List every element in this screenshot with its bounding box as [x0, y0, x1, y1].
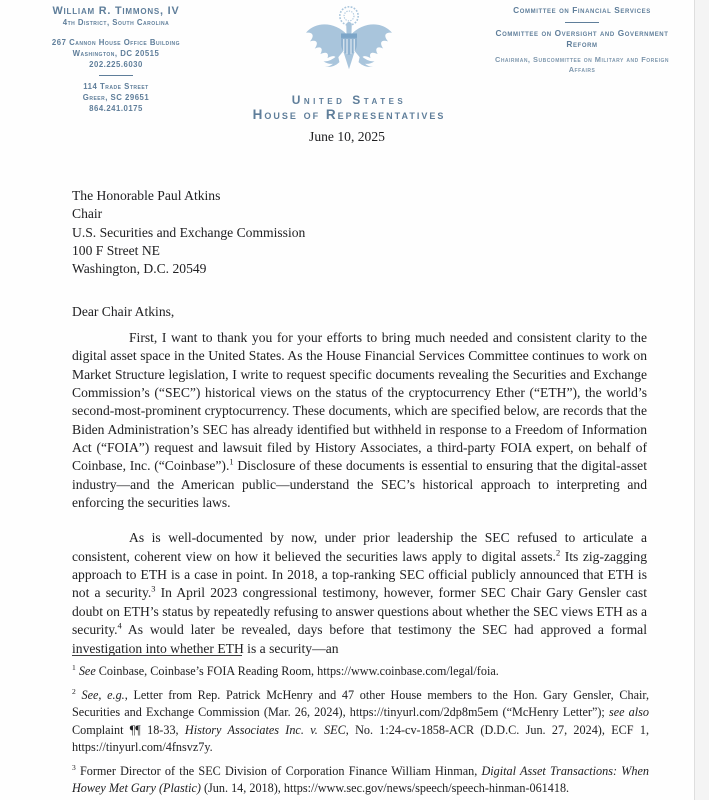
scan-edge-line: [694, 0, 695, 800]
body-paragraph: As is well-documented by now, under prior leadership the SEC refused to articulate a consistent, coherent view on how it believed the securities laws apply to digital assets.$^2$ Its zig-zagging approach to ETH is a case in point. In 2018, a top-ranking SEC official publicly announced that ETH is not a security.$^3$ In April 2023 congressional testimony, however, former SEC Chair Gary Gensler cast doubt on ETH’s status by repeatedly refusing to answer questions about whether the SEC views ETH as a security.$^4$ As would later be revealed, days before that testimony the SEC had approved a formal investigation into whether ETH is a security—an: [72, 530, 648, 656]
committee-financial-services: Committee on Financial Services: [513, 5, 651, 15]
letterhead-committees-block: [468, 5, 696, 76]
sender-district-office-phone: 864.241.0175: [89, 104, 143, 113]
recipient-address-block: [72, 187, 305, 278]
recipient-address-line: Washington, D.C. 20549: [72, 261, 207, 277]
footnote: $^2$ See, e.g., Letter from Rep. Patrick McHenry and 47 other House members to the Hon. Gary Gensler, Chair, Securities and Exchange Commission (Mar. 26, 2024), https://tinyurl.com/2dp8m5em (“McHenry Letter”); see also Complaint ¶¶ 18-33, History Associates Inc. v. SEC, No. 1:24-cv-1858-ACR (D.D.C. Jun. 27, 2024), ECF 1, https://tinyurl.com/4fnsvz7y.: [72, 686, 650, 754]
sender-office-line: Washington, DC 20515: [72, 49, 160, 58]
letterhead-house-of-representatives: House of Representatives: [252, 107, 446, 122]
recipient-title: Chair: [72, 206, 103, 222]
letterhead-united-states: United States: [291, 93, 407, 107]
scan-edge-strip: [695, 0, 709, 800]
recipient-name: The Honorable Paul Atkins: [72, 188, 221, 203]
footnote-separator-rule: [72, 655, 242, 656]
letter-date: June 10, 2025: [309, 129, 385, 144]
sender-office-line: 267 Cannon House Office Building: [51, 38, 181, 47]
sender-district-office-line: 114 Trade Street: [83, 82, 149, 91]
recipient-organization: U.S. Securities and Exchange Commission: [72, 224, 306, 240]
letterhead-sender-block: [14, 5, 218, 114]
sender-name: William R. Timmons, IV: [52, 5, 180, 17]
footnote: $^1$ See Coinbase, Coinbase’s FOIA Reading Room, https://www.coinbase.com/legal/foia.: [72, 662, 499, 678]
footnote: $^3$ Former Director of the SEC Division of Corporation Finance William Hinman, Digital Asset Transactions: When Howey Met Gary (Plastic) (Jun. 14, 2018), https://www.sec.gov/news/speech/speech-hinman-061418.: [72, 762, 649, 795]
sender-office-phone: 202.225.6030: [89, 60, 143, 69]
letterhead-center-block: [224, 2, 474, 122]
letterhead-divider: [99, 75, 133, 76]
house-eagle-seal-icon: [301, 4, 397, 90]
committee-oversight: Committee on Oversight and Government Reform: [495, 27, 669, 49]
letter-body: [72, 329, 647, 658]
salutation: Dear Chair Atkins,: [72, 304, 175, 319]
body-paragraph: First, I want to thank you for your efforts to bring much needed and consistent clarity to the digital asset space in the United States. As the House Financial Services Committee continues to work on Market Structure legislation, I write to request specific documents revealing the Securities and Exchange Commission’s (“SEC”) historical views on the status of the cryptocurrency Ether (“ETH”), the world’s second-most-prominent cryptocurrency. These documents, which are specified below, are records that the Biden Administration’s SEC has already identified but withheld in response to a Freedom of Information Act (“FOIA”) request and lawsuit filed by History Associates, a third-party FOIA expert, on behalf of Coinbase, Inc. (“Coinbase”).$^1$ Disclosure of these documents is essential to ensuring that the digital-asset industry—and the American public—understand the SEC’s historical approach to interpreting and enforcing the securities laws.: [72, 330, 647, 511]
footnotes-section: [72, 663, 649, 800]
sender-district: 4th District, South Carolina: [62, 18, 170, 27]
chairman-subcommittee-role: Chairman, Subcommittee on Military and Foreign Affairs: [494, 54, 670, 74]
sender-district-office-line: Greer, SC 29651: [82, 93, 150, 102]
letterhead-divider: [565, 22, 599, 23]
recipient-address-line: 100 F Street NE: [72, 242, 160, 258]
